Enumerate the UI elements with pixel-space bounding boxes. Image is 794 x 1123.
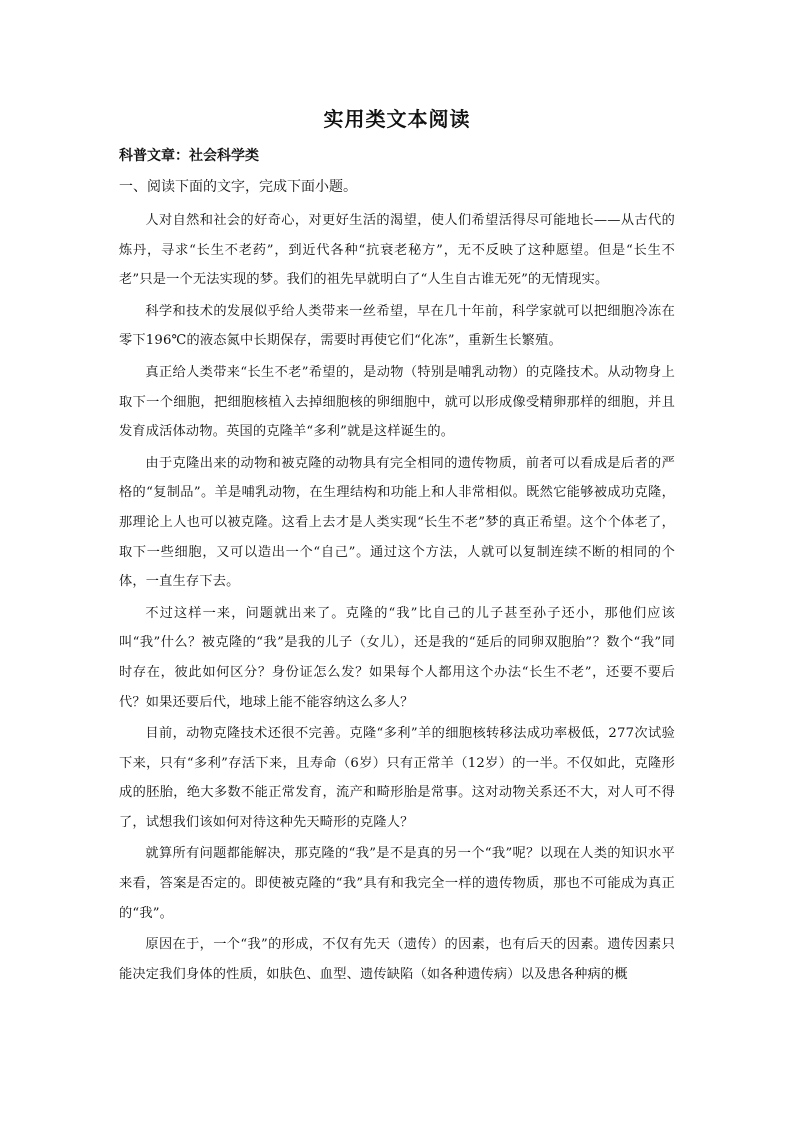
paragraph: 不过这样一来，问题就出来了。克隆的“我”比自己的儿子甚至孙子还小，那他们应该叫“我”什么？被克隆的“我”是我的儿子（女儿），还是我的“延后的同卵双胞胎”？数个“我”同时存在，彼此如何区分？身份证怎么发？如果每个人都用这个办法“长生不老”，还要不要后代？如果还要后代，地球上能不能容纳这么多人？ [119, 605, 675, 710]
paragraph: 真正给人类带来“长生不老”希望的，是动物（特别是哺乳动物）的克隆技术。从动物身上取下一个细胞，把细胞核植入去掉细胞核的卵细胞中，就可以形成像受精卵那样的细胞，并且发育成活体动物。英国的克隆羊“多利”就是这样诞生的。 [119, 364, 675, 440]
paragraph: 就算所有问题都能解决，那克隆的“我”是不是真的另一个“我”呢？以现在人类的知识水平来看，答案是否定的。即使被克隆的“我”具有和我完全一样的遗传物质，那也不可能成为真正的“我”。 [119, 846, 675, 921]
document-title: 实用类文本阅读 [323, 107, 471, 131]
paragraph: 由于克隆出来的动物和被克隆的动物具有完全相同的遗传物质，前者可以看成是后者的严格的“复制品”。羊是哺乳动物，在生理结构和功能上和人非常相似。既然它能够被成功克隆，那理论上人也可以被克隆。这看上去才是人类实现“长生不老”梦的真正希望。这个个体老了，取下一些细胞，又可以造出一个“自己”。通过这个方法，人就可以复制连续不断的相同的个体，一直生存下去。 [119, 455, 675, 590]
paragraph: 人对自然和社会的好奇心，对更好生活的渴望，使人们希望活得尽可能地长——从古代的炼丹，寻求“长生不老药”，到近代各种“抗衰老秘方”，无不反映了这种愿望。但是“长生不老”只是一个无法实现的梦。我们的祖先早就明白了“人生自古谁无死”的无情现实。 [119, 213, 675, 288]
paragraph: 科学和技术的发展似乎给人类带来一丝希望，早在几十年前，科学家就可以把细胞冷冻在零下196℃的液态氮中长期保存，需要时再使它们“化冻”，重新生长繁殖。 [119, 303, 675, 349]
paragraph: 原因在于，一个“我”的形成，不仅有先天（遗传）的因素，也有后天的因素。遗传因素只能决定我们身体的性质，如肤色、血型、遗传缺陷（如各种遗传病）以及患各种病的概 [119, 937, 675, 982]
question-instruction: 一、阅读下面的文字，完成下面小题。 [119, 179, 357, 195]
paragraph: 目前，动物克隆技术还很不完善。克隆“多利”羊的细胞核转移法成功率极低，277次试验下来，只有“多利”存活下来，且寿命（6岁）只有正常羊（12岁）的一半。不仅如此，克隆形成的胚胎，绝大多数不能正常发育，流产和畸形胎是常事。这对动物关系还不大，对人可不得了，试想我们该如何对待这种先天畸形的克隆人？ [119, 726, 675, 830]
article-body [119, 206, 675, 991]
section-category: 科普文章：社会科学类 [119, 148, 259, 164]
